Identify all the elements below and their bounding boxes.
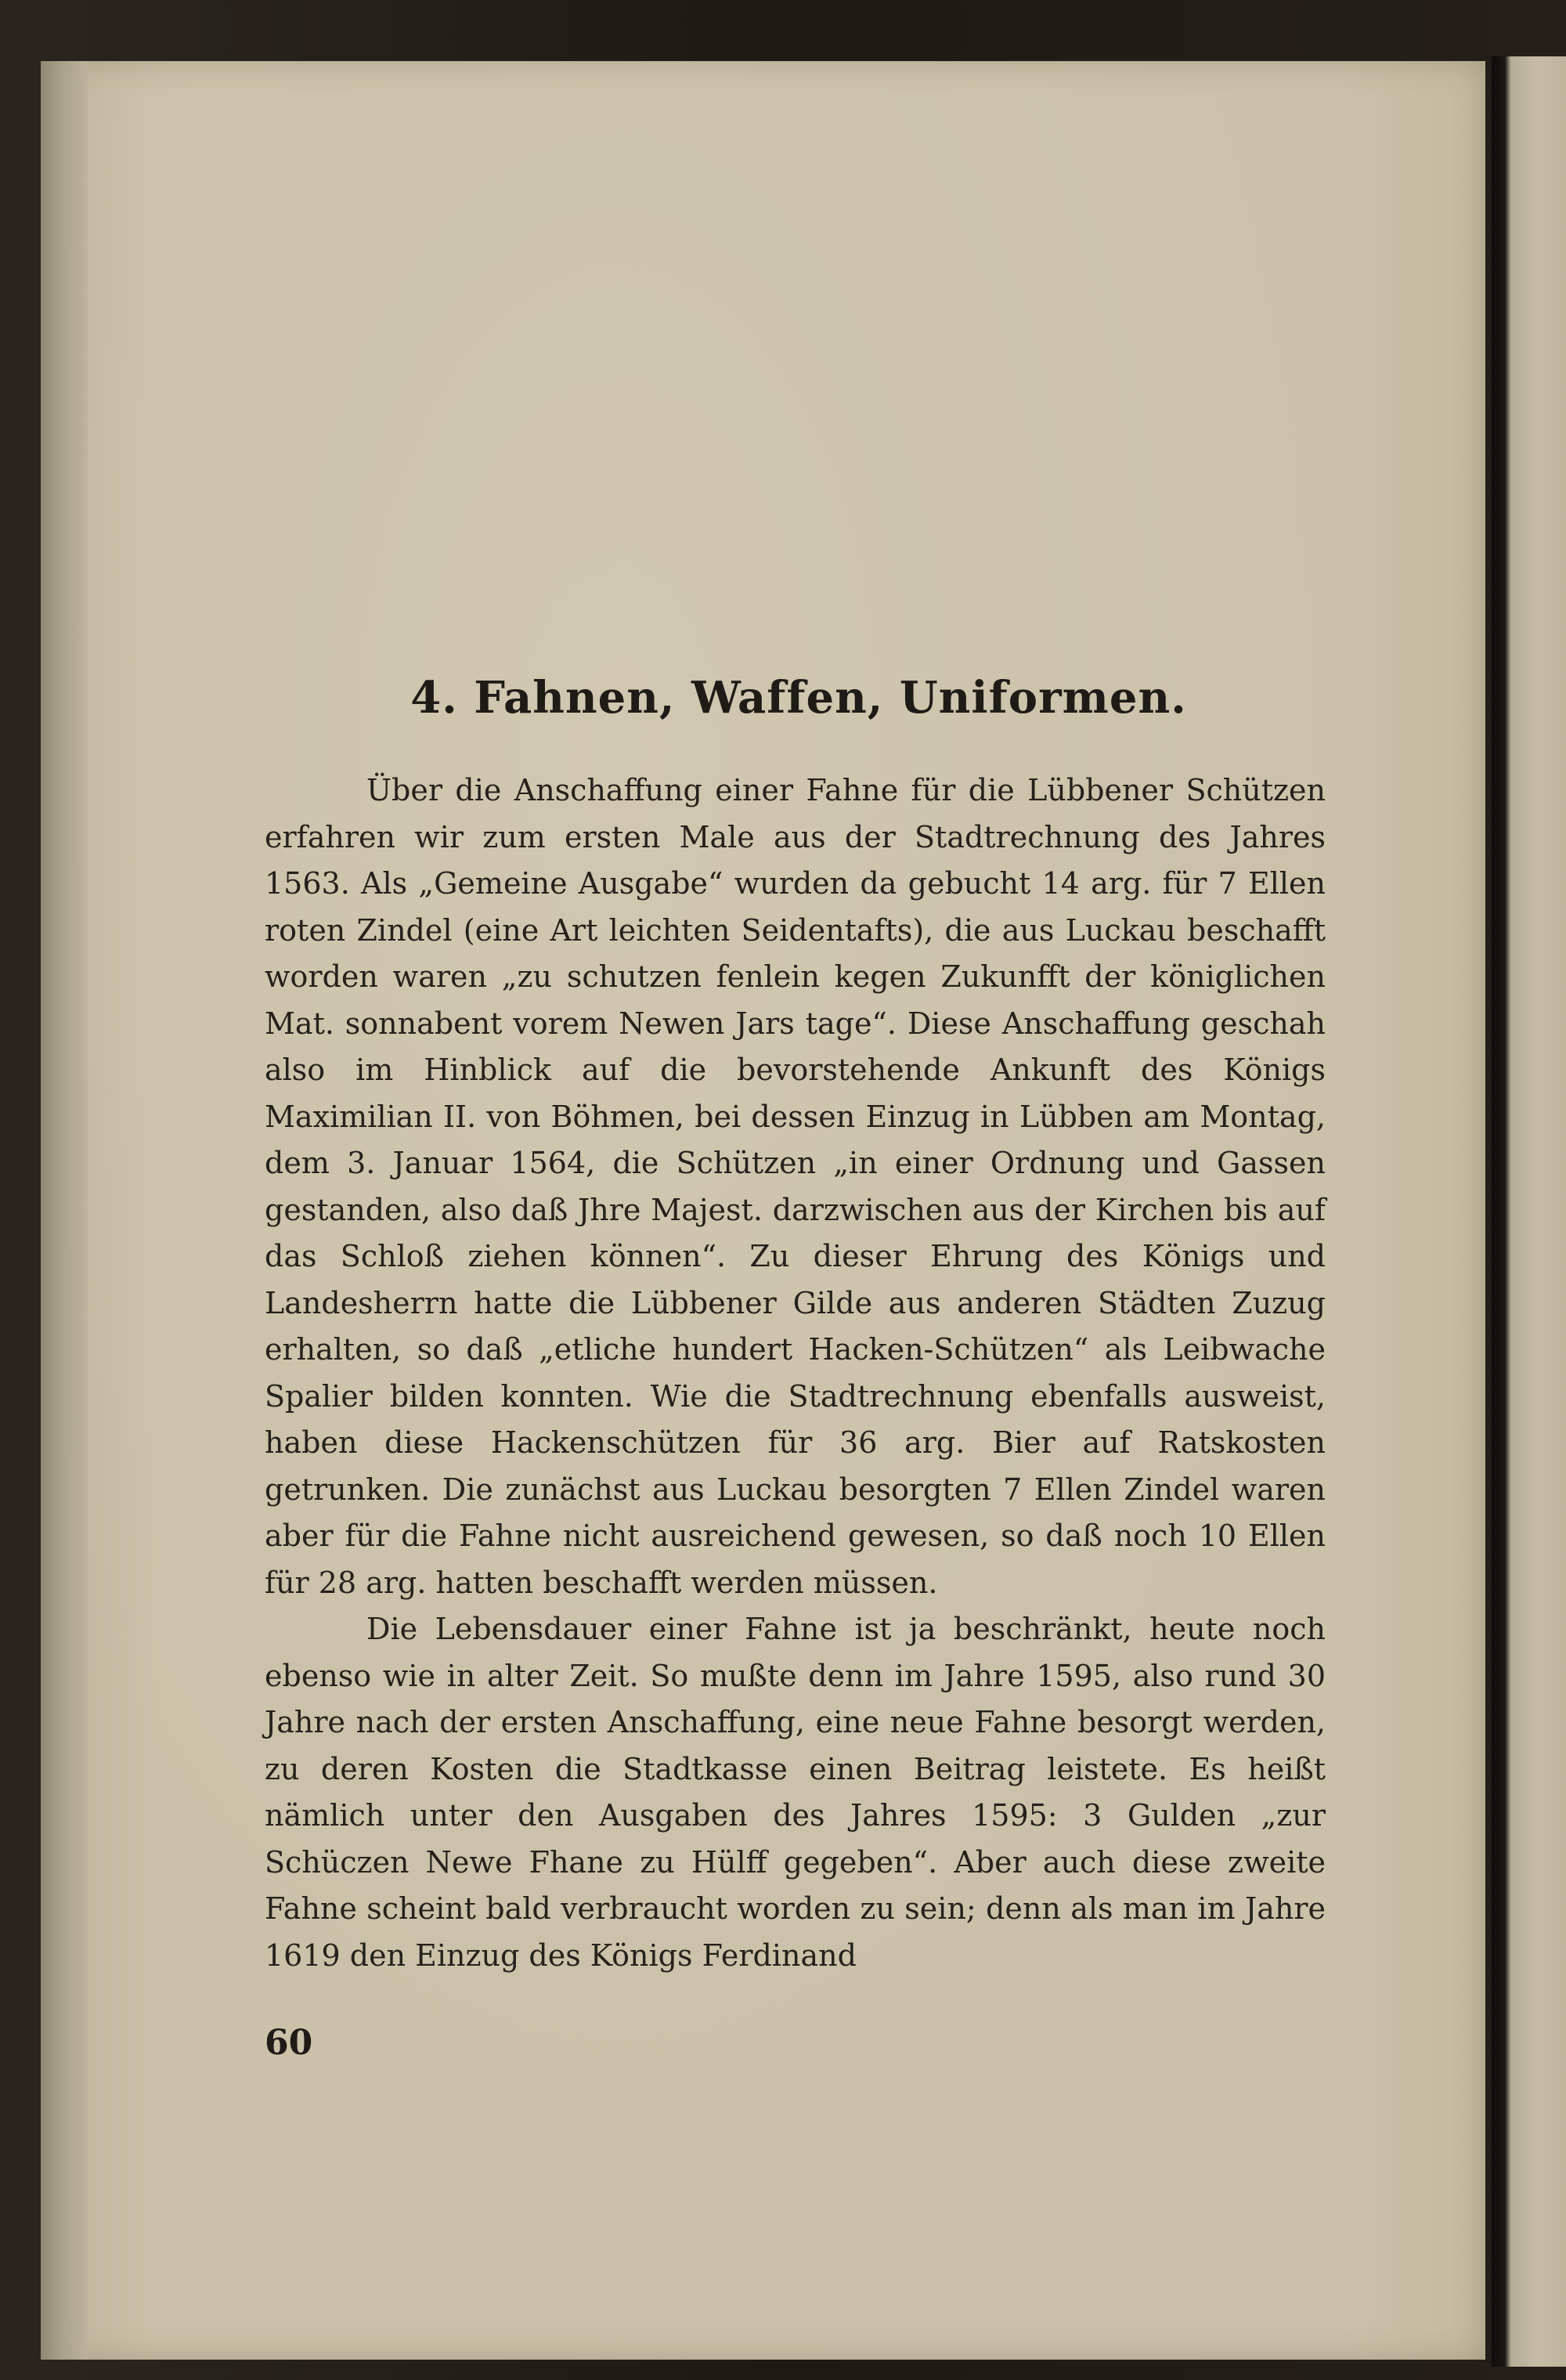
- chapter-heading: 4. Fahnen, Waffen, Uniformen.: [410, 672, 1187, 724]
- body-text: [265, 767, 1326, 1979]
- page-number: 60: [265, 2023, 313, 2063]
- binding-gutter: [41, 61, 88, 2360]
- paragraph-2: Die Lebensdauer einer Fahne ist ja beschränkt, heute noch ebenso wie in alter Zeit. So mußte denn im Jahre 1595, also rund 30 Jahre nach der ersten Anschaffung, eine neue Fahne besorgt werden, zu deren Kosten die Stadtkasse einen Beitrag leistete. Es heißt nämlich unter den Ausgaben des Jahres 1595: 3 Gulden „zur Schüczen Newe Fhane zu Hülff gegeben“. Aber auch diese zweite Fahne scheint bald verbraucht worden zu sein; denn als man im Jahre 1619 den Einzug des Königs Ferdinand: [265, 1612, 1326, 1973]
- paragraph-1: Über die Anschaffung einer Fahne für die Lübbener Schützen erfahren wir zum ersten Male aus der Stadtrechnung des Jahres 1563. Als „Gemeine Ausgabe“ wurden da gebucht 14 arg. für 7 Ellen roten Zindel (eine Art leichten Seidentafts), die aus Luckau beschafft worden waren „zu schutzen fenlein kegen Zukunfft der königlichen Mat. sonnabent vorem Newen Jars tage“. Diese Anschaffung geschah also im Hinblick auf die bevorstehende Ankunft des Königs Maximilian II. von Böhmen, bei dessen Einzug in Lübben am Montag, dem 3. Januar 1564, die Schützen „in einer Ordnung und Gassen gestanden, also daß Jhre Majest. darzwischen aus der Kirchen bis auf das Schloß ziehen können“. Zu dieser Ehrung des Königs und Landesherrn hatte die Lübbener Gilde aus anderen Städten Zuzug erhalten, so daß „etliche hundert Hacken-Schützen“ als Leibwache Spalier bilden konnten. Wie die Stadtrechnung ebenfalls ausweist, haben diese Hackenschützen für 36 arg. Bier auf Ratskosten getrunken. Die zunächst aus Luckau besorgten 7 Ellen Zindel waren aber für die Fahne nicht ausreichend gewesen, so daß noch 10 Ellen für 28 arg. hatten beschafft werden müssen.: [265, 773, 1326, 1600]
- adjacent-page-edge: [1492, 56, 1566, 2367]
